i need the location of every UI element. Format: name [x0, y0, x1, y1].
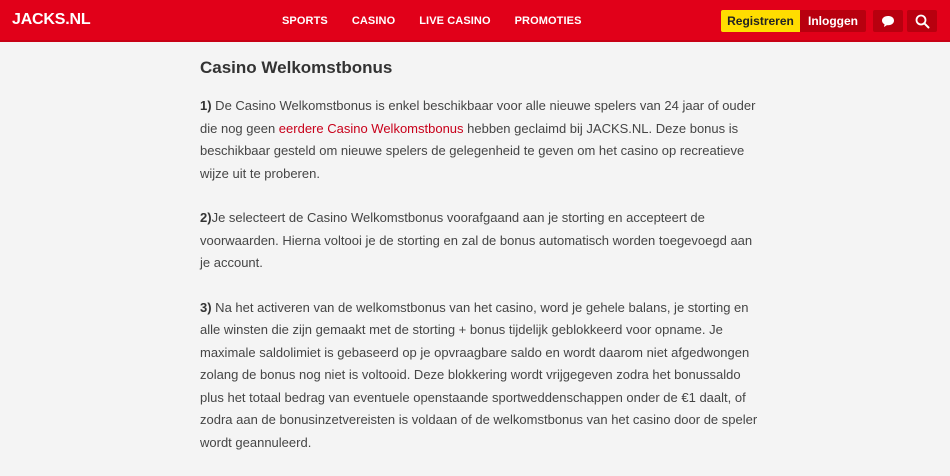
- paragraph-2-text: Je selecteert de Casino Welkomstbonus voorafgaand aan je storting en accepteert de voorwaarden. Hierna voltooi je de storting en zal de bonus automatisch worden toegevoegd aan je account.: [200, 210, 753, 270]
- login-button[interactable]: Inloggen: [800, 10, 866, 32]
- nav-live-casino[interactable]: LIVE CASINO: [419, 15, 491, 27]
- nav-casino[interactable]: CASINO: [351, 15, 396, 27]
- chat-button[interactable]: [873, 10, 903, 32]
- paragraph-2-number: 2): [200, 210, 212, 225]
- paragraph-3: [200, 297, 760, 455]
- previous-bonus-link[interactable]: eerdere Casino Welkomstbonus: [278, 120, 464, 136]
- top-header: [0, 0, 950, 42]
- chat-icon: [881, 15, 895, 28]
- register-button[interactable]: Registreren: [721, 10, 800, 32]
- paragraph-3-number: 3): [200, 299, 212, 315]
- paragraph-2: [200, 207, 760, 275]
- paragraph-3-text: Na het activeren van de welkomstbonus van het casino, word je gehele balans, je storting en alle winsten die zijn gemaakt met de storting + bonus tijdelijk geblokkeerd voor opname. Je maximale saldolimiet is gebaseerd op je opvraagbare saldo en wordt daarom niet afgedwongen zolang de bonus nog niet is voltooid. Deze blokkering wordt vrijgegeven zodra het bonussaldo plus het totaal bedrag van eventuele openstaande sportweddenschappen onder de €1 daalt, of zodra aan de bonusinzetvereisten is voldaan of de welkomstbonus van het casino door de speler wordt geannuleerd.: [200, 299, 758, 450]
- page-title: Casino Welkomstbonus: [200, 58, 393, 77]
- site-logo[interactable]: JACKS.NL: [12, 11, 91, 28]
- nav-promoties[interactable]: PROMOTIES: [514, 15, 582, 27]
- main-nav: [282, 15, 582, 27]
- search-button[interactable]: [907, 10, 937, 32]
- paragraph-1: [200, 95, 760, 185]
- paragraph-1-number: 1): [200, 98, 212, 113]
- nav-sports[interactable]: SPORTS: [282, 15, 328, 27]
- paragraph-1-text-a: De Casino Welkomstbonus is enkel beschikbaar voor alle nieuwe spelers van 24 jaar of ouder die nog geen: [200, 98, 756, 136]
- search-icon: [915, 14, 930, 29]
- article-content: [200, 58, 760, 476]
- paragraph-1-text-b: hebben geclaimd bij JACKS.NL. Deze bonus is beschikbaar gesteld om nieuwe spelers de gelegenheid te geven om het casino op recreatieve wijze uit te proberen.: [200, 120, 745, 181]
